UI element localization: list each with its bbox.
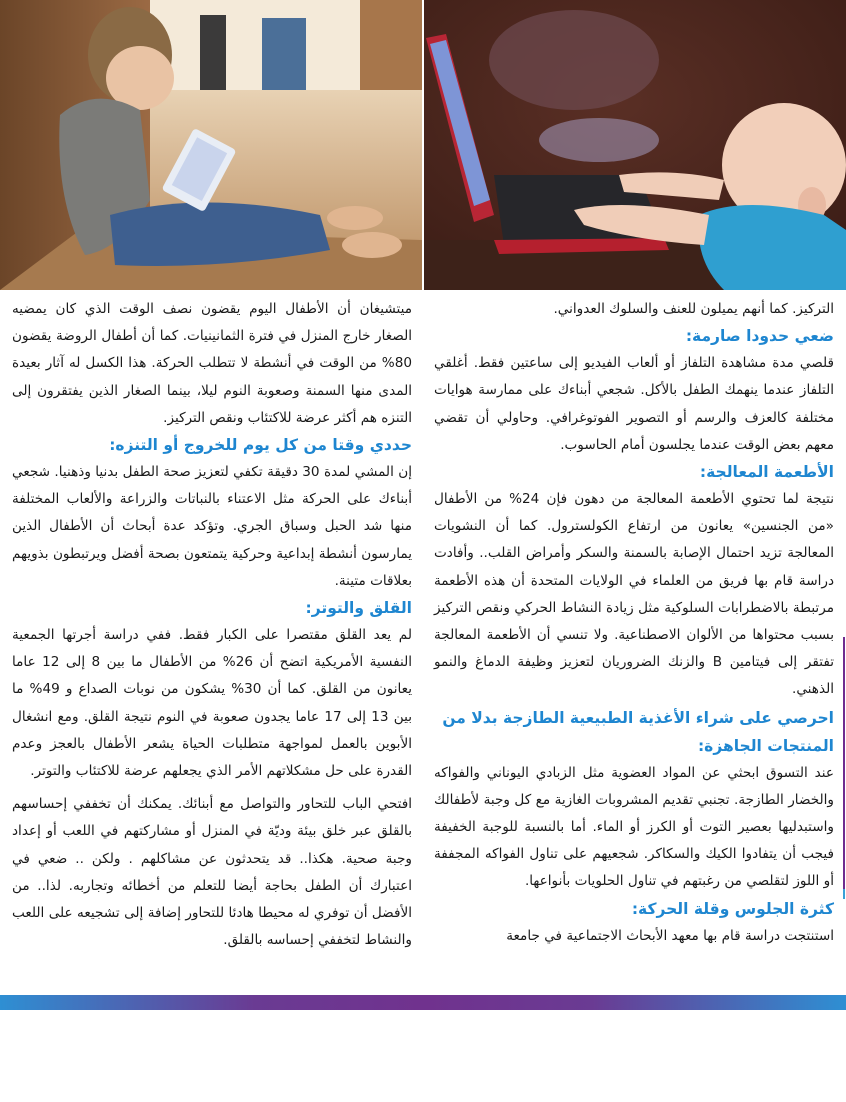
- heading-daily-outing: حددي وقتا من كل يوم للخروج أو التنزه:: [109, 436, 412, 455]
- baby-laptop-image: [424, 0, 846, 290]
- heading-sitting-and-inactivity: كثرة الجلوس وقلة الحركة:: [631, 899, 834, 918]
- photo-child-with-tablet: [0, 0, 422, 290]
- right-paragraph-2: نتيجة لما تحتوي الأطعمة المعالجة من دهون فإن 24% من الأطفال «من الجنسين» يعانون من ارتفاع الكولسترول. كما أن النشويات المعالجة تزيد احتمال الإصابة بالسمنة والسكر وأمراض القلب.. وأفادت دراسة قام بها فريق من العلماء في الولايات المتحدة أن هذه الأطعمة مرتبطة بالاضطرابات السلوكية مثل زيادة النشاط الحركي ونقص التركيز بسبب محتواها من الألوان الاصطناعية. ولا تنسي أن الأطعمة المعالجة تفتقر إلى فيتامين B والزنك الضروريان لتعزيز وظيفة الدماغ والنمو الذهني.: [434, 491, 834, 698]
- left-column: [12, 296, 412, 954]
- right-paragraph-3: عند التسوق ابحثي عن المواد العضوية مثل الزبادي اليوناني والفواكه والخضار الطازجة. تجنبي تقديم المشروبات الغازية مع كل وجبة لأطفالك واستبدليها بعصير التوت أو الكرز أو الماء. أما بالنسبة للوجبة الخفيفة فيجب أن يتفادوا الكيك والسكاكر. شجعيهم على تناول الفواكه المجففة أو اللوز لتقلصي من رغبتهم في تناول الحلويات بأنواعها.: [434, 764, 834, 890]
- left-paragraph-1: إن المشي لمدة 30 دقيقة تكفي لتعزيز صحة الطفل بدنيا وذهنيا. شجعي أبناءك على الحركة مثل الاعتناء بالنباتات والزراعة والألعاب المختلفة منها شد الحبل وسباق الجري. وتؤكد عدة أبحاث أن الأطفال الذين يمارسون أنشطة إبداعية وحركية يتمتعون بصحة أفضل ويرتبطون بذويهم بعلاقات متينة.: [12, 464, 412, 589]
- heading-strict-limits: ضعي حدودا صارمة:: [685, 327, 834, 346]
- right-paragraph-4: استنتجت دراسة قام بها معهد الأبحاث الاجتماعية في جامعة: [506, 927, 834, 944]
- right-paragraph-1: قلصي مدة مشاهدة التلفاز أو ألعاب الفيديو إلى ساعتين فقط. أغلقي التلفاز عندما ينهمك الطفل بالأكل. شجعي أبناءك على ممارسة هوايات مختلفة كالعزف والرسم أو التصوير الفوتوغرافي. وحاولي أن تقضي معهم بعض الوقت عندما يجلسون أمام الحاسوب.: [434, 355, 834, 453]
- heading-anxiety-and-stress: القلق والتوتر:: [305, 599, 412, 618]
- left-paragraph-2: لم يعد القلق مقتصرا على الكبار فقط. ففي دراسة أجرتها الجمعية النفسية الأمريكية اتضح أن 26% من الأطفال ما بين 8 إلى 12 عاما يعانون من القلق. كما أن 30% يشكون من نوبات الصداع و 49% ما بين 13 إلى 17 عاما يجدون صعوبة في النوم نتيجة القلق. ومع انشغال الأبوين بالعمل لمواجهة متطلبات الحياة يشعر الأطفال بالعجز وعدم القدرة على حل مشكلاتهم الأمر الذي يجعلهم عرضة للاكتئاب والتوتر.: [12, 627, 412, 780]
- heading-fresh-foods: احرصي على شراء الأغذية الطبيعية الطازجة بدلا من المنتجات الجاهزة:: [442, 708, 834, 755]
- footer-gradient-bar: [0, 995, 846, 1010]
- left-paragraph-0: ميتشيغان أن الأطفال اليوم يقضون نصف الوقت الذي كان يمضيه الصغار خارج المنزل في فترة الثمانينيات. كما أن أطفال الروضة يقضون 80% من الوقت في أنشطة لا تتطلب الحركة. هذا الكسل له آثار بعيدة المدى منها السمنة وصعوبة النوم ليلا، بينما الصغار الذين يفتقرون إلى التنزه هم أكثر عرضة للاكتئاب ونقص التركيز.: [12, 301, 412, 426]
- right-column: [434, 296, 834, 950]
- left-paragraph-3: افتحي الباب للتحاور والتواصل مع أبنائك. يمكنك أن تخففي إحساسهم بالقلق عبر خلق بيئة وديّة في المنزل أو مشاركتهم في اللعب أو إعداد وجبة صحية. هكذا.. قد يتحدثون عن مشاكلهم . ولكن .. ضعي في اعتبارك أن الطفل بحاجة أيضا للتعلم من أخطائه وتجاربه. لذا.. من الأفضل أن توفري له محيطا هادئا للتحاور إضافة إلى تشجيعه على اللعب والنشاط لتخففي إحساسه بالقلق.: [12, 796, 412, 949]
- photo-baby-with-laptop: [424, 0, 846, 290]
- heading-processed-foods: الأطعمة المعالجة:: [699, 463, 834, 482]
- right-paragraph-0: التركيز. كما أنهم يميلون للعنف والسلوك العدواني.: [553, 301, 834, 317]
- page-edge-accent-line: [843, 637, 845, 889]
- child-tablet-image: [0, 0, 422, 290]
